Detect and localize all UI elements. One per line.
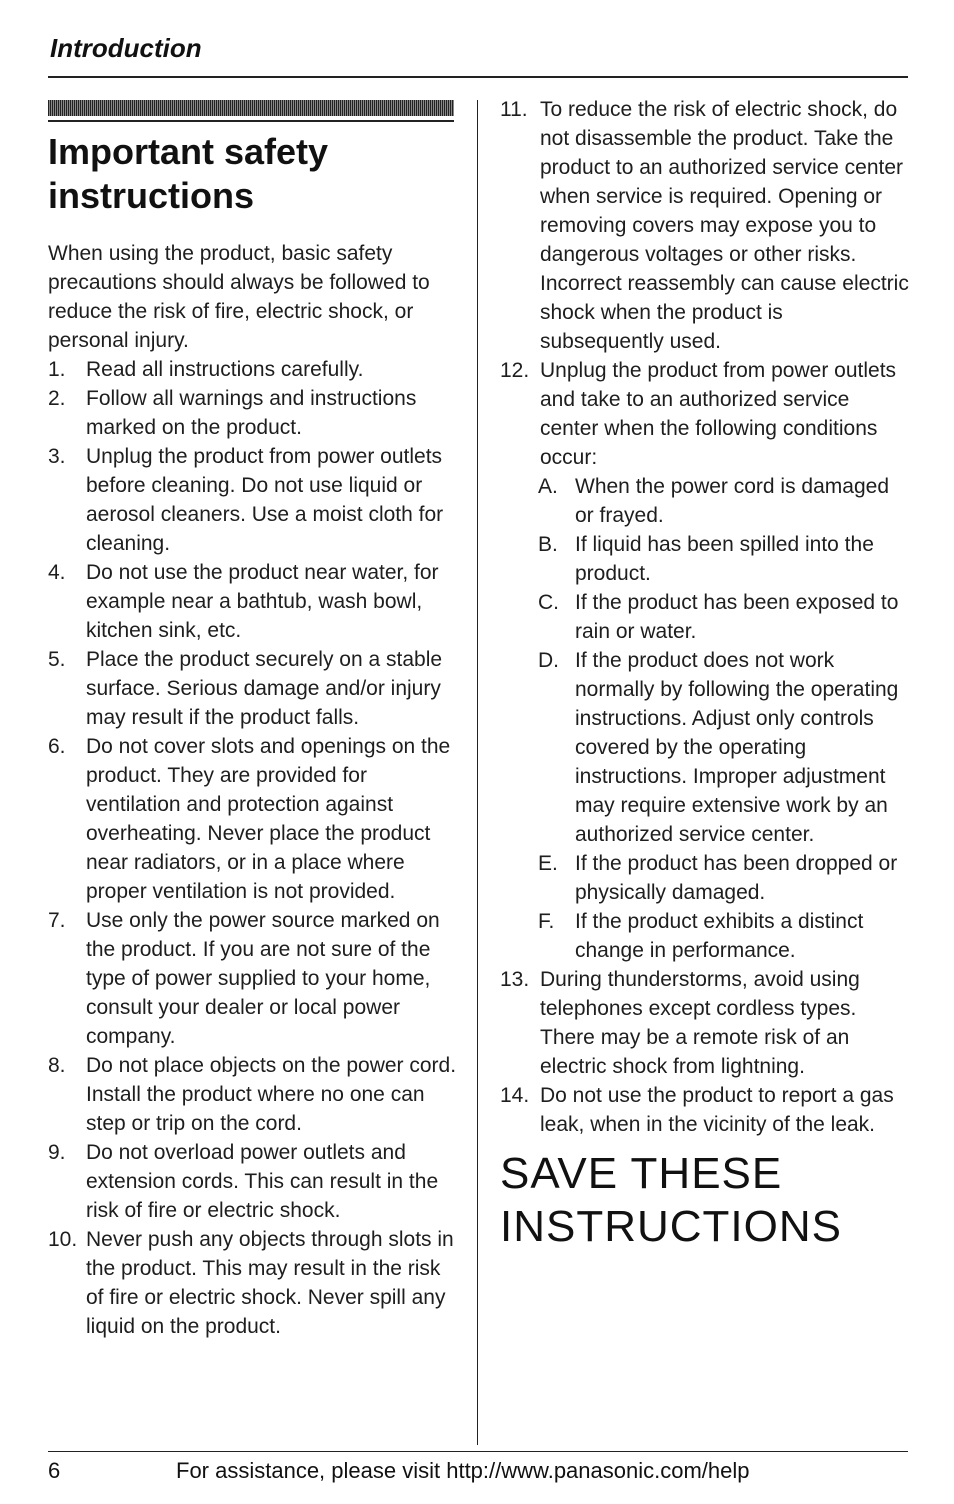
sub-list-item-number: F.	[538, 910, 555, 933]
title-bar	[48, 100, 454, 116]
list-item-text: To reduce the risk of electric shock, do not disassemble the product. Take the product to an authorized service center when service is required. Opening or removing covers may expose you to dangerous voltages or other risks. Incorrect reassembly can cause electric shock when the product is subsequently used.	[540, 98, 909, 353]
list-item-text: Unplug the product from power outlets and take to an authorized service center when the following conditions occur:	[540, 359, 897, 469]
list-item	[48, 442, 460, 558]
sub-list-item-number: A.	[538, 475, 558, 498]
list-item-text: Do not use the product to report a gas leak, when in the vicinity of the leak.	[540, 1084, 894, 1136]
list-item-text: Read all instructions carefully.	[86, 358, 364, 381]
list-item-number: 14.	[500, 1084, 530, 1107]
left-column	[48, 239, 460, 1341]
list-item-number: 6.	[48, 735, 66, 758]
list-item	[48, 906, 460, 1051]
left-list	[48, 355, 460, 1341]
sub-list-item	[538, 530, 912, 588]
list-item-text: Place the product securely on a stable surface. Serious damage and/or injury may result if the product falls.	[86, 648, 443, 729]
list-item	[48, 732, 460, 906]
right-list-after	[500, 965, 912, 1139]
list-item-number: 2.	[48, 387, 66, 410]
list-item-number: 1.	[48, 358, 66, 381]
sub-list-item	[538, 849, 912, 907]
sub-list-item-number: C.	[538, 591, 559, 614]
list-item-text: Do not cover slots and openings on the product. They are provided for ventilation and protection against overheating. Never place the product near radiators, or in a place where proper ventilation is not provided.	[86, 735, 451, 903]
right-column	[500, 95, 912, 1253]
list-item-number: 7.	[48, 909, 66, 932]
page-number: 6	[48, 1458, 61, 1483]
header-rule	[48, 76, 908, 78]
list-item-number: 10.	[48, 1228, 78, 1251]
list-item	[500, 95, 912, 356]
sub-list	[538, 472, 912, 965]
list-item	[500, 1081, 912, 1139]
list-item	[48, 384, 460, 442]
list-item-text: Do not overload power outlets and extension cords. This can result in the risk of fire or electric shock.	[86, 1141, 439, 1222]
list-item-text: Use only the power source marked on the product. If you are not sure of the type of power supplied to your home, consult your dealer or local power company.	[86, 909, 440, 1048]
list-item-text: Unplug the product from power outlets before cleaning. Do not use liquid or aerosol cleaners. Use a moist cloth for cleaning.	[86, 445, 444, 555]
sub-list-item-text: If the product does not work normally by following the operating instructions. Adjust only controls covered by the operating instructions. Improper adjustment may require extensive work by an authorized service center.	[575, 649, 899, 846]
list-item-number: 13.	[500, 968, 530, 991]
section-header: Introduction	[50, 33, 202, 63]
list-item-text: During thunderstorms, avoid using telephones except cordless types. There may be a remote risk of an electric shock from lightning.	[540, 968, 860, 1078]
save-instructions-title: SAVE THESE INSTRUCTIONS	[500, 1149, 842, 1251]
list-item	[500, 356, 912, 472]
list-item	[48, 1225, 460, 1341]
list-item-text: Do not place objects on the power cord. Install the product where no one can step or trip on the cord.	[86, 1054, 457, 1135]
sub-list-item-text: When the power cord is damaged or frayed.	[575, 475, 890, 527]
sub-list-item-number: E.	[538, 852, 558, 875]
list-item	[48, 1138, 460, 1225]
sub-list-item	[538, 472, 912, 530]
list-item-number: 4.	[48, 561, 66, 584]
sub-list-item-text: If the product has been dropped or physically damaged.	[575, 852, 898, 904]
intro-paragraph: When using the product, basic safety precautions should always be followed to reduce the risk of fire, electric shock, or personal injury.	[48, 242, 430, 352]
sub-list-item-text: If liquid has been spilled into the product.	[575, 533, 874, 585]
sub-list-item	[538, 588, 912, 646]
right-list	[500, 95, 912, 472]
page-title: Important safety instructions	[48, 131, 329, 216]
list-item-number: 11.	[500, 98, 528, 121]
list-item-number: 5.	[48, 648, 66, 671]
sub-list-item-number: B.	[538, 533, 558, 556]
list-item	[48, 558, 460, 645]
list-item	[48, 1051, 460, 1138]
list-item	[48, 645, 460, 732]
list-item-text: Do not use the product near water, for example near a bathtub, wash bowl, kitchen sink, etc.	[86, 561, 439, 642]
list-item	[500, 965, 912, 1081]
footer-help-text: For assistance, please visit http://www.panasonic.com/help	[176, 1458, 750, 1483]
sub-list-item-number: D.	[538, 649, 559, 672]
list-item	[48, 355, 460, 384]
sub-list-item	[538, 907, 912, 965]
list-item-number: 12.	[500, 359, 530, 382]
footer-rule	[48, 1451, 908, 1452]
sub-list-item	[538, 646, 912, 849]
list-item-number: 3.	[48, 445, 66, 468]
list-item-text: Never push any objects through slots in the product. This may result in the risk of fire or electric shock. Never spill any liquid on the product.	[86, 1228, 454, 1338]
list-item-number: 9.	[48, 1141, 66, 1164]
list-item-text: Follow all warnings and instructions marked on the product.	[86, 387, 417, 439]
list-item-number: 8.	[48, 1054, 66, 1077]
column-divider	[477, 100, 478, 1445]
sub-list-item-text: If the product has been exposed to rain or water.	[575, 591, 899, 643]
sub-list-item-text: If the product exhibits a distinct change in performance.	[575, 910, 864, 962]
title-rule	[48, 120, 454, 122]
